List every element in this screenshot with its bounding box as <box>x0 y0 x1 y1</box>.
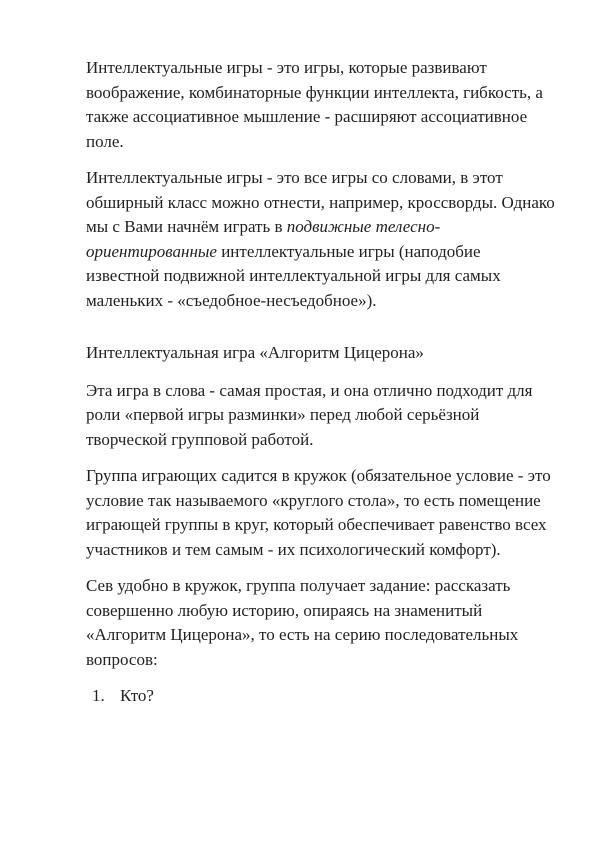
paragraph-task: Сев удобно в кружок, группа получает задание: рассказать совершенно любую историю, опираясь на знаменитый «Алгоритм Цицерона», то есть на серию последовательных вопросов: <box>86 576 519 669</box>
paragraph-group-circle: Группа играющих садится в кружок (обязательное условие - это условие так называемого «круглого стола», то есть помещение играющей группы в круг, который обеспечивает равенство всех участников и тем самым - их психологический комфорт). <box>86 466 551 559</box>
list-item-number: 1. <box>92 686 105 705</box>
paragraph-word-games-text-1: Интеллектуальные игры - это все игры со словами, в этот обширный класс можно отнести, например, кроссворды. Однако мы с Вами начнём играть в <box>86 168 555 236</box>
paragraph-word-games-italic: подвижные телесно-ориентированные <box>86 217 441 261</box>
list-item-text: Кто? <box>120 686 154 705</box>
paragraph-word-games-text-2: интеллектуальные игры (наподобие известной подвижной интеллектуальной игры для самых маленьких - «съедобное-несъедобное»). <box>86 241 501 310</box>
list-item <box>86 684 556 709</box>
question-list <box>86 684 556 709</box>
section-heading: Интеллектуальная игра «Алгоритм Цицерона» <box>86 343 424 362</box>
paragraph-game-description: Эта игра в слова - самая простая, и она отлично подходит для роли «первой игры разминки» перед любой серьёзной творческой групповой работой. <box>86 380 533 449</box>
document-page <box>86 56 556 709</box>
paragraph-word-games <box>86 166 556 313</box>
paragraph-intro: Интеллектуальные игры - это игры, которые развивают воображение, комбинаторные функции интеллекта, гибкость, а также ассоциативное мышление - расширяют ассоциативное поле. <box>86 58 543 151</box>
